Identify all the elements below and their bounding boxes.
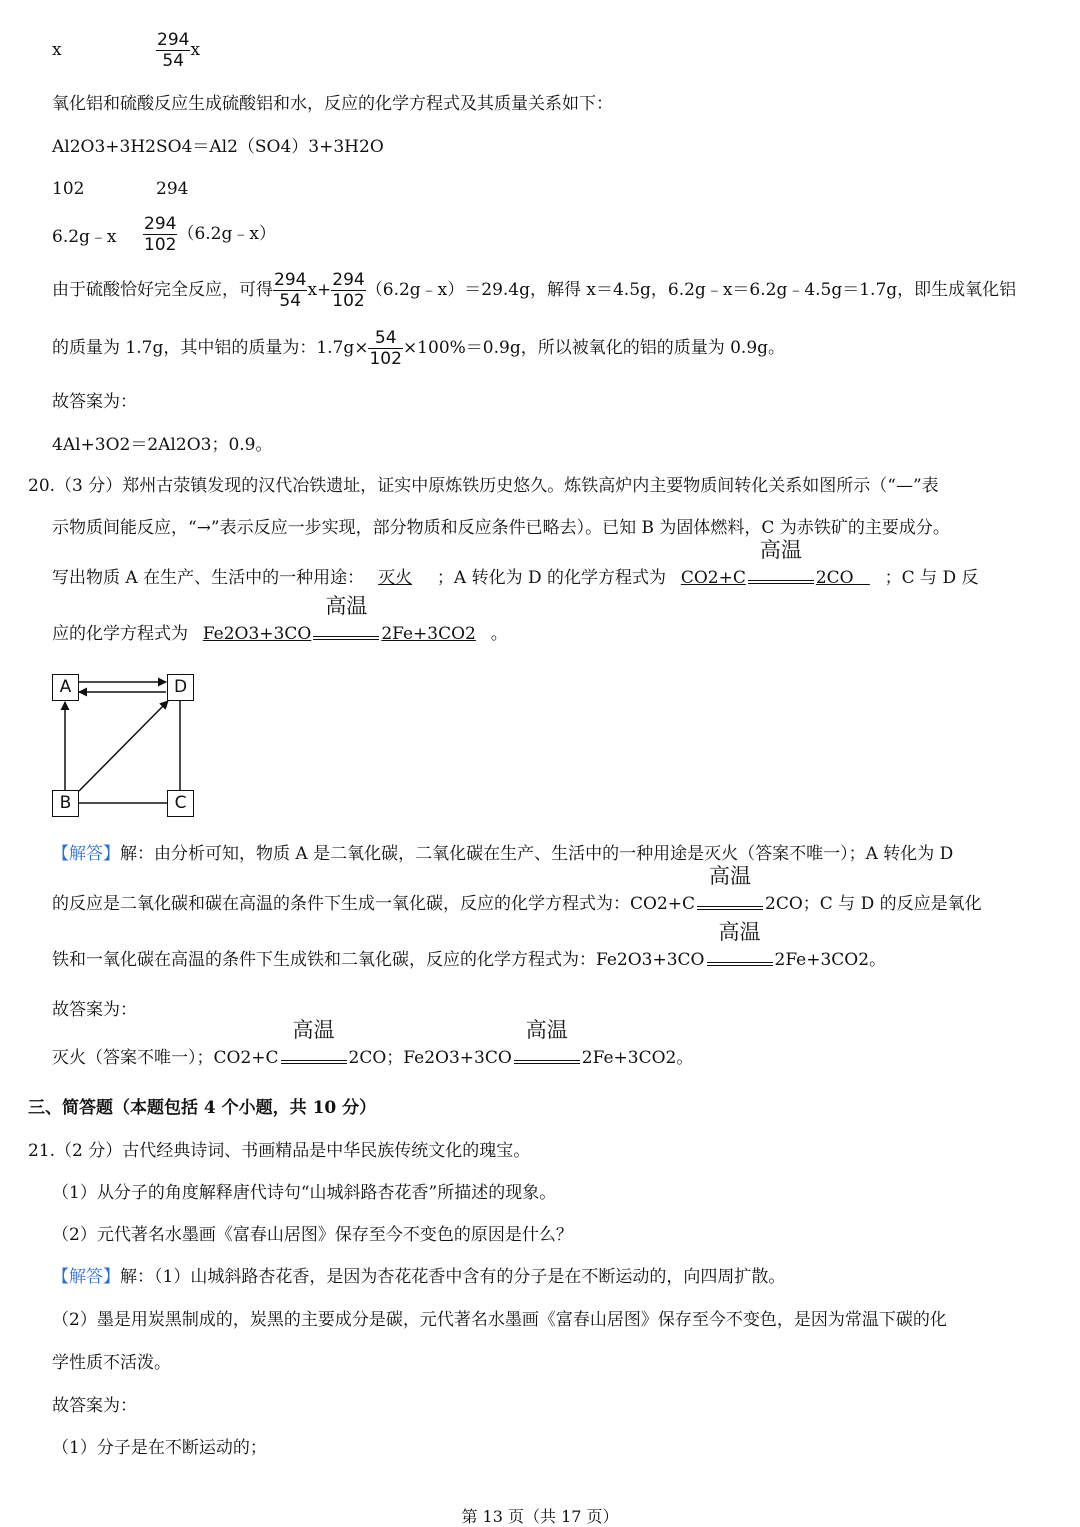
calc-intro: 氧化铝和硫酸反应生成硫酸铝和水，反应的化学方程式及其质量关系如下： — [52, 94, 613, 114]
section-heading: 三、简答题（本题包括 4 个小题，共 10 分） — [28, 1098, 377, 1118]
solution-text: 的反应是二氧化碳和碳在高温的条件下生成一氧化碳，反应的化学方程式为：CO2+C — [52, 894, 696, 914]
condition-label: 高温 — [525, 1018, 568, 1042]
q20-line-1: 20.（3 分）郑州古荥镇发现的汉代冶铁遗址，证实中原炼铁历史悠久。炼铁高炉内主要物质间转化关系如图所示（“—”表 — [28, 476, 939, 496]
mass-h2so4: 294 — [156, 179, 189, 199]
reaction-condition-arrow — [512, 1018, 582, 1070]
q20-answer-label: 故答案为： — [52, 1000, 137, 1020]
answer-line: 4Al+3O2＝2Al2O3；0.9。 — [52, 435, 273, 455]
q20-line3-text-3: ；C 与 D 反 — [884, 568, 979, 588]
equation-left: Fe2O3+3CO — [202, 624, 312, 644]
reaction-condition-arrow — [279, 1018, 349, 1070]
solution-label: 【解答】 — [52, 844, 120, 864]
equals-bar — [281, 1060, 347, 1064]
fraction-denominator: 54 — [162, 51, 185, 71]
fraction-denominator: 102 — [144, 235, 177, 255]
condition-label: 高温 — [709, 864, 752, 888]
reaction-condition-arrow — [311, 594, 381, 646]
solve-text-3: （6.2g﹣x）＝29.4g，解得 x＝4.5g，6.2g﹣x＝6.2g﹣4.5g＝1.7g，即生成氧化铝 — [365, 280, 1017, 300]
equals-bar — [313, 636, 379, 640]
answer-text: 灭火（答案不唯一）；CO2+C — [52, 1048, 279, 1068]
q20-line-4 — [52, 594, 508, 646]
calc-row-1-fraction — [156, 30, 200, 71]
calc-row-1 — [52, 38, 62, 62]
q21-answer-label: 故答案为： — [52, 1396, 137, 1416]
q20-solution-line-3 — [52, 920, 887, 972]
q20-line4-text: 应的化学方程式为 — [52, 624, 188, 644]
answer-text: 2CO；Fe2O3+3CO — [348, 1048, 512, 1068]
q20-line3-text-2: ；A 转化为 D 的化学方程式为 — [436, 568, 667, 588]
q21-line-1: 21.（2 分）古代经典诗词、书画精品是中华民族传统文化的瑰宝。 — [28, 1141, 531, 1161]
result-line — [52, 328, 785, 369]
q20-solution-line-2 — [52, 864, 982, 916]
solution-text: 2Fe+3CO2。 — [774, 950, 887, 970]
equation-al2o3: Al2O3+3H2SO4＝Al2（SO4）3+3H2O — [52, 137, 384, 157]
equals-bar — [748, 580, 814, 584]
answer-blank-c-d — [199, 594, 480, 644]
q20-solution-line-1 — [52, 842, 953, 866]
calc-row-4-fraction — [143, 214, 276, 255]
arrow-b-to-d — [79, 701, 168, 791]
solution-text: 解：（1）山城斜路杏花香，是因为杏花花香中含有的分子是在不断运动的，向四周扩散。 — [120, 1267, 786, 1287]
condition-label: 高温 — [292, 1018, 335, 1042]
equals-bar — [514, 1060, 580, 1064]
answer-use-text: 灭火 — [378, 568, 413, 588]
equation-right: 2CO — [815, 568, 854, 588]
q20-line-2: 示物质间能反应，“→”表示反应一步实现，部分物质和反应条件已略去）。已知 B 为固体燃料，C 为赤铁矿的主要成分。 — [52, 518, 950, 538]
condition-label: 高温 — [759, 538, 802, 562]
q21-solution-2-line-2: 学性质不活泼。 — [52, 1353, 171, 1373]
q21-answer-1: （1）分子是在不断运动的； — [52, 1438, 267, 1458]
fraction-denominator: 102 — [332, 291, 365, 311]
q21-sub-1: （1）从分子的角度解释唐代诗句“山城斜路杏花香”所描述的现象。 — [52, 1183, 557, 1203]
mass-al2o3: 102 — [52, 179, 85, 199]
answer-blank-a-to-d — [677, 538, 874, 588]
equation-left: CO2+C — [680, 568, 746, 588]
equals-bar — [697, 906, 763, 910]
fraction-numerator: 294 — [332, 270, 365, 290]
equation-right: 2Fe+3CO2 — [381, 624, 476, 644]
calc-row4-suffix: （6.2g﹣x） — [177, 224, 276, 244]
q20-line-3 — [52, 538, 979, 590]
solve-text-2: x+ — [307, 280, 332, 300]
fraction-numerator: 54 — [368, 328, 402, 349]
q20-answer-line — [52, 1018, 694, 1070]
fraction-294-54 — [156, 30, 190, 71]
condition-label: 高温 — [325, 594, 368, 618]
fraction-294-102 — [331, 270, 365, 311]
fraction-54-102 — [368, 328, 402, 369]
fraction-numerator: 294 — [274, 270, 307, 290]
node-d: D — [167, 674, 194, 701]
answer-blank-use — [364, 568, 426, 588]
solution-text: 2CO；C 与 D 的反应是氧化 — [765, 894, 982, 914]
solution-label: 【解答】 — [52, 1267, 120, 1287]
node-b: B — [52, 790, 79, 817]
q21-solution-2-line-1: （2）墨是用炭黑制成的，炭黑的主要成分是碳，元代著名水墨画《富春山居图》保存至今不变色，是因为常温下碳的化 — [52, 1310, 947, 1330]
reaction-condition-arrow — [695, 864, 765, 916]
fraction-denominator: 102 — [369, 349, 402, 369]
conversion-diagram — [50, 672, 200, 822]
q20-line3-text-1: 写出物质 A 在生产、生活中的一种用途： — [52, 568, 365, 588]
node-c: C — [167, 790, 194, 817]
calc-row1-suffix: x — [190, 40, 201, 60]
result-text-2: ×100%＝0.9g，所以被氧化的铝的质量为 0.9g。 — [402, 338, 786, 358]
solve-line — [52, 270, 1016, 311]
solution-text: 解：由分析可知，物质 A 是二氧化碳，二氧化碳在生产、生活中的一种用途是灭火（答案不唯一）；A 转化为 D — [120, 844, 954, 864]
calc-row-4-left: 6.2g﹣x — [52, 227, 117, 247]
answer-label: 故答案为： — [52, 392, 137, 412]
node-a: A — [52, 674, 79, 701]
fraction-294-102 — [143, 214, 177, 255]
page-footer: 第 13 页（共 17 页） — [461, 1507, 619, 1526]
q20-line4-end: 。 — [490, 624, 508, 644]
fraction-denominator: 54 — [279, 291, 302, 311]
solve-text-1: 由于硫酸恰好完全反应，可得 — [52, 280, 273, 300]
calc-row1-left: x — [52, 40, 62, 60]
fraction-numerator: 294 — [157, 30, 190, 50]
result-text-1: 的质量为 1.7g，其中铝的质量为：1.7g× — [52, 338, 369, 358]
solution-text: 铁和一氧化碳在高温的条件下生成铁和二氧化碳，反应的化学方程式为：Fe2O3+3CO — [52, 950, 705, 970]
answer-text: 2Fe+3CO2。 — [581, 1048, 694, 1068]
reaction-condition-arrow — [746, 538, 816, 590]
equals-bar — [707, 962, 773, 966]
q21-solution-1 — [52, 1265, 785, 1289]
fraction-numerator: 294 — [144, 214, 177, 234]
condition-label: 高温 — [718, 920, 761, 944]
q21-sub-2: （2）元代著名水墨画《富春山居图》保存至今不变色的原因是什么？ — [52, 1225, 573, 1245]
fraction-294-54 — [273, 270, 307, 311]
reaction-condition-arrow — [705, 920, 775, 972]
